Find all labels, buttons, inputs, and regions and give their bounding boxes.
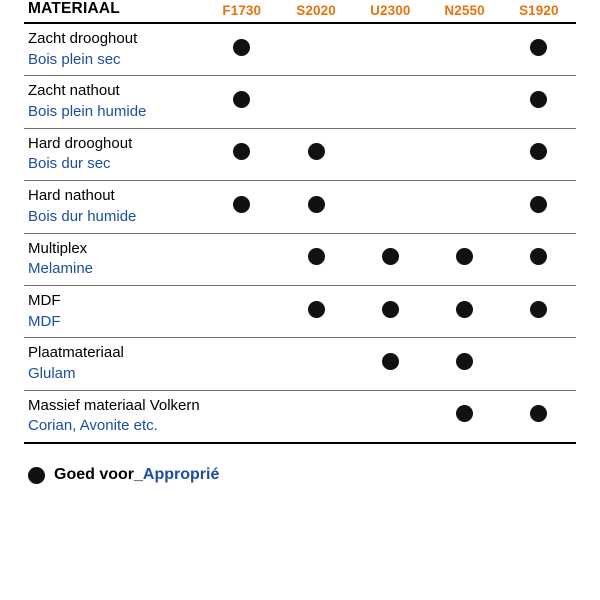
- filled-dot: [456, 248, 473, 265]
- material-name-fr: Melamine: [28, 260, 94, 278]
- table-header: [24, 0, 576, 23]
- table-body: [24, 23, 576, 443]
- empty-dot: [233, 301, 250, 318]
- filled-dot: [530, 91, 547, 108]
- filled-dot: [308, 301, 325, 318]
- cell-s1920: [502, 390, 576, 443]
- material-name-nl: Hard nathout: [28, 187, 115, 205]
- filled-dot: [233, 91, 250, 108]
- filled-dot: [530, 248, 547, 265]
- cell-n2550: [427, 128, 501, 180]
- cell-s2020: [279, 285, 353, 337]
- cell-u2300: [353, 128, 427, 180]
- cell-s1920: [502, 233, 576, 285]
- material-cell: [24, 233, 205, 285]
- column-header-f1730: F1730: [222, 3, 262, 18]
- filled-dot: [456, 405, 473, 422]
- material-name-fr: Bois plein humide: [28, 103, 147, 121]
- cell-s2020: [279, 23, 353, 76]
- material-cell: [24, 128, 205, 180]
- empty-dot: [233, 405, 250, 422]
- filled-dot: [233, 196, 250, 213]
- cell-n2550: [427, 285, 501, 337]
- cell-f1730: [205, 285, 279, 337]
- material-name-fr: Corian, Avonite etc.: [28, 417, 158, 435]
- cell-f1730: [205, 233, 279, 285]
- empty-dot: [456, 39, 473, 56]
- column-header-n2550: N2550: [444, 3, 485, 18]
- legend-label-nl: Goed voor_: [54, 466, 143, 483]
- cell-n2550: [427, 233, 501, 285]
- cell-s2020: [279, 233, 353, 285]
- empty-dot: [382, 91, 399, 108]
- cell-u2300: [353, 23, 427, 76]
- cell-f1730: [205, 76, 279, 128]
- material-name-nl: Hard drooghout: [28, 134, 133, 152]
- filled-dot: [308, 248, 325, 265]
- column-header-s2020: S2020: [296, 3, 336, 18]
- empty-dot: [456, 196, 473, 213]
- cell-u2300: [353, 285, 427, 337]
- filled-dot: [308, 143, 325, 160]
- empty-dot: [233, 353, 250, 370]
- material-cell: [24, 181, 205, 233]
- cell-n2550: [427, 181, 501, 233]
- cell-u2300: [353, 338, 427, 390]
- table-row: [24, 23, 576, 76]
- cell-f1730: [205, 181, 279, 233]
- material-name-nl: Zacht drooghout: [28, 30, 138, 47]
- filled-dot: [530, 301, 547, 318]
- header-row: [24, 0, 576, 23]
- cell-u2300: [353, 76, 427, 128]
- empty-dot: [308, 39, 325, 56]
- empty-dot: [382, 143, 399, 160]
- cell-f1730: [205, 23, 279, 76]
- cell-s1920: [502, 128, 576, 180]
- cell-n2550: [427, 76, 501, 128]
- filled-dot: [456, 353, 473, 370]
- filled-dot: [382, 248, 399, 265]
- material-name-nl: Zacht nathout: [28, 82, 120, 100]
- empty-dot: [382, 39, 399, 56]
- table-row: [24, 233, 576, 285]
- empty-dot: [233, 248, 250, 265]
- cell-f1730: [205, 390, 279, 443]
- material-name-fr: Bois plein sec: [28, 50, 121, 68]
- cell-n2550: [427, 338, 501, 390]
- material-cell: [24, 285, 205, 337]
- material-name-nl: MDF: [28, 291, 61, 309]
- cell-u2300: [353, 181, 427, 233]
- material-cell: [24, 390, 205, 443]
- table-row: [24, 128, 576, 180]
- material-name-fr: Glulam: [28, 364, 76, 382]
- filled-dot: [308, 196, 325, 213]
- cell-s1920: [502, 338, 576, 390]
- material-cell: [24, 338, 205, 390]
- cell-f1730: [205, 128, 279, 180]
- filled-dot: [233, 39, 250, 56]
- filled-dot: [382, 353, 399, 370]
- column-header-u2300: U2300: [370, 3, 411, 18]
- empty-dot: [308, 353, 325, 370]
- cell-s2020: [279, 181, 353, 233]
- material-name-fr: MDF: [28, 312, 61, 330]
- cell-u2300: [353, 390, 427, 443]
- table-row: [24, 338, 576, 390]
- empty-dot: [456, 91, 473, 108]
- material-cell: [24, 23, 205, 76]
- cell-s2020: [279, 76, 353, 128]
- cell-s2020: [279, 338, 353, 390]
- empty-dot: [456, 143, 473, 160]
- cell-s1920: [502, 285, 576, 337]
- filled-dot: [233, 143, 250, 160]
- column-header-material: MATERIAAL: [28, 0, 120, 17]
- filled-dot: [530, 405, 547, 422]
- table-row: [24, 285, 576, 337]
- legend-dot-icon: [28, 467, 45, 484]
- empty-dot: [382, 405, 399, 422]
- empty-dot: [308, 405, 325, 422]
- table-row: [24, 390, 576, 443]
- legend-label-fr: Approprié: [142, 466, 220, 483]
- cell-f1730: [205, 338, 279, 390]
- filled-dot: [530, 196, 547, 213]
- material-name-fr: Bois dur humide: [28, 207, 137, 225]
- cell-s1920: [502, 76, 576, 128]
- cell-s2020: [279, 390, 353, 443]
- filled-dot: [456, 301, 473, 318]
- empty-dot: [308, 91, 325, 108]
- material-name-nl: Massief materiaal Volkern: [28, 396, 200, 414]
- cell-s1920: [502, 181, 576, 233]
- legend-text: [54, 466, 219, 484]
- cell-s1920: [502, 23, 576, 76]
- material-name-nl: Multiplex: [28, 239, 88, 257]
- empty-dot: [382, 196, 399, 213]
- material-name-nl: Plaatmateriaal: [28, 344, 124, 362]
- cell-s2020: [279, 128, 353, 180]
- empty-dot: [530, 353, 547, 370]
- table-row: [24, 76, 576, 128]
- cell-u2300: [353, 233, 427, 285]
- material-name-fr: Bois dur sec: [28, 155, 111, 173]
- cell-n2550: [427, 23, 501, 76]
- filled-dot: [382, 301, 399, 318]
- filled-dot: [530, 39, 547, 56]
- material-compatibility-table: [24, 0, 576, 444]
- table-row: [24, 181, 576, 233]
- legend: [24, 466, 576, 484]
- filled-dot: [530, 143, 547, 160]
- cell-n2550: [427, 390, 501, 443]
- column-header-s1920: S1920: [519, 3, 559, 18]
- material-cell: [24, 76, 205, 128]
